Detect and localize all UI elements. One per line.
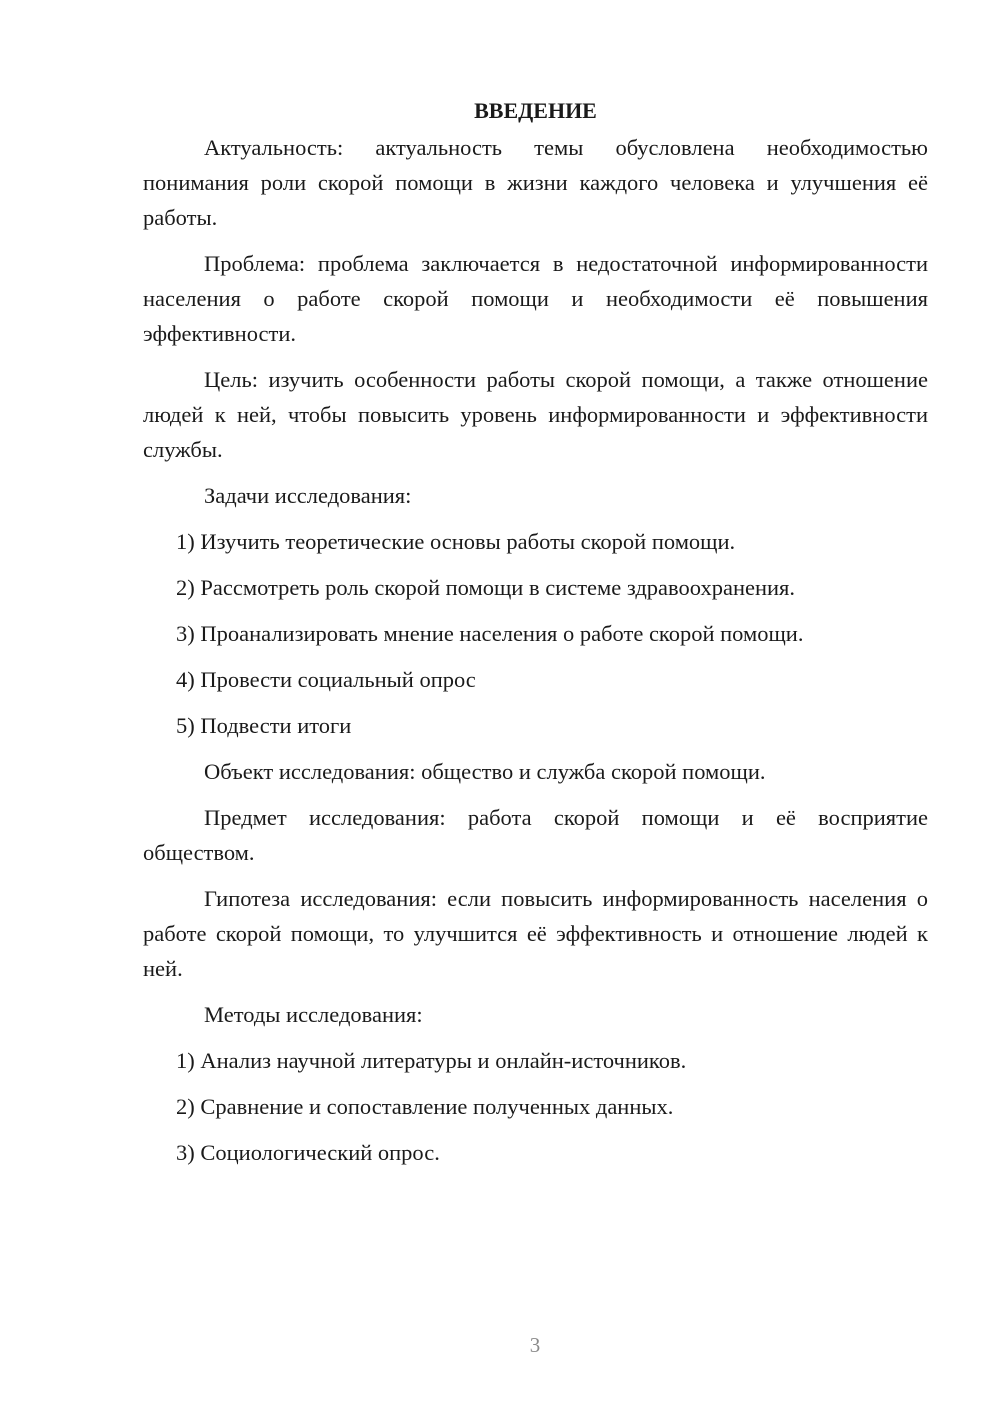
subject-paragraph: Предмет исследования: работа скорой помощи и её восприятие обществом. (143, 805, 928, 865)
problem-paragraph: Проблема: проблема заключается в недостаточной информированности населения о работе скорой помощи и необходимости её повышения эффективности. (143, 251, 928, 346)
list-item: 4) Провести социальный опрос (176, 667, 476, 692)
page-title: ВВЕДЕНИЕ (474, 98, 597, 123)
tasks-heading: Задачи исследования: (204, 483, 412, 508)
page-content (143, 93, 928, 1181)
tasks-list (143, 524, 928, 743)
page-number: 3 (529, 1333, 541, 1357)
methods-heading: Методы исследования: (204, 1002, 423, 1027)
list-item: 1) Изучить теоретические основы работы скорой помощи. (176, 529, 736, 554)
list-item: 1) Анализ научной литературы и онлайн-источников. (176, 1048, 687, 1073)
methods-list (143, 1043, 928, 1170)
hypothesis-paragraph: Гипотеза исследования: если повысить информированность населения о работе скорой помощи, то улучшится её эффективность и отношение людей к ней. (143, 886, 928, 981)
list-item: 2) Сравнение и сопоставление полученных данных. (176, 1094, 674, 1119)
object-paragraph: Объект исследования: общество и служба скорой помощи. (204, 759, 766, 784)
relevance-paragraph: Актуальность: актуальность темы обусловлена необходимостью понимания роли скорой помощи в жизни каждого человека и улучшения её работы. (143, 135, 928, 230)
list-item: 3) Проанализировать мнение населения о работе скорой помощи. (176, 621, 804, 646)
list-item: 3) Социологический опрос. (176, 1140, 440, 1165)
goal-paragraph: Цель: изучить особенности работы скорой помощи, а также отношение людей к ней, чтобы повысить уровень информированности и эффективности службы. (143, 367, 928, 462)
list-item: 2) Рассмотреть роль скорой помощи в системе здравоохранения. (176, 575, 796, 600)
list-item: 5) Подвести итоги (176, 713, 352, 738)
